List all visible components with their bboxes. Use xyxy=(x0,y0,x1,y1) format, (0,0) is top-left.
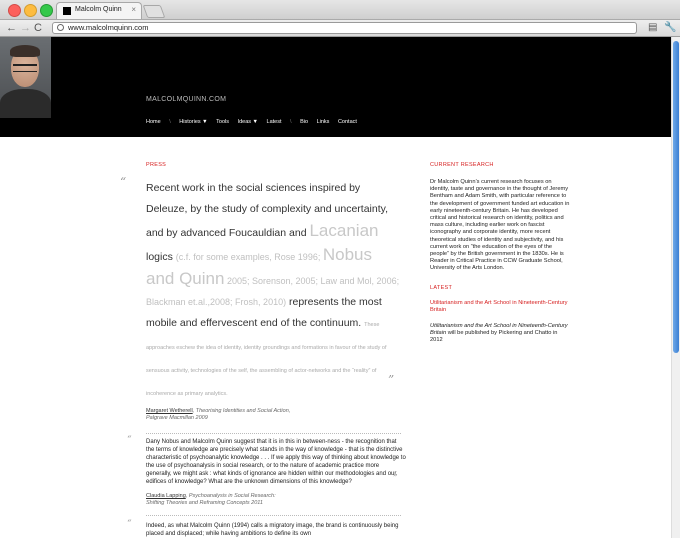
browser-tab[interactable] xyxy=(56,2,142,19)
close-quote-icon: ” xyxy=(393,474,398,484)
quote-lapping: Dany Nobus and Malcolm Quinn suggest that it is in this in between-ness - the recognition that the terms of knowledge are precisely what stands in the way of knowledge - that is the distinctive characteristic of psychoanalytic knowledge . . . If we apply this way of thinking about knowledge to the use of psychoanalysis in social research, or to the nature of academic practice more generally, we might ask : what kinds of ignorance are hidden within our methodologies and our edifices of knowledge? What are the unknown dimensions of this knowledge? xyxy=(146,439,406,485)
nav-contact[interactable]: Contact xyxy=(337,119,357,125)
latest-book-link[interactable]: Utilitarianism and the Art School in Nineteenth-Century Britain xyxy=(430,300,568,314)
latest-heading: LATEST xyxy=(430,285,453,291)
nav-ideas[interactable]: Ideas ▼ xyxy=(237,119,258,125)
nav-tools[interactable]: Tools xyxy=(216,119,230,125)
citation-lapping: Claudia Lapping, Psychoanalysis in Social Research: Shifting Theories and Reframing Concepts 2011 xyxy=(146,493,276,506)
globe-icon xyxy=(57,24,64,31)
divider xyxy=(146,433,401,434)
nav-home[interactable]: Home xyxy=(146,119,161,125)
current-research-heading: CURRENT RESEARCH xyxy=(430,162,494,168)
page-menu-icon[interactable]: ▤ xyxy=(648,22,658,33)
url-text[interactable]: www.malcolmquinn.com xyxy=(68,23,149,32)
new-tab-button[interactable] xyxy=(143,5,166,18)
site-name-link[interactable]: MALCOLMQUINN.COM xyxy=(146,96,227,103)
open-quote-icon: “ xyxy=(127,519,132,529)
address-bar[interactable] xyxy=(52,22,637,34)
site-header xyxy=(0,37,671,137)
open-quote-icon: “ xyxy=(127,435,132,445)
quote-brand: Indeed, as what Malcolm Quinn (1994) calls a migratory image, the brand is continuously being placed and displaced; while having ambitions to define its own xyxy=(146,523,399,537)
nav-separator: \ xyxy=(290,119,292,125)
reload-icon[interactable]: C xyxy=(34,22,42,34)
tab-close-icon[interactable]: × xyxy=(131,5,136,14)
author-photo xyxy=(0,37,51,118)
scrollbar-thumb[interactable] xyxy=(673,41,679,353)
forward-arrow-icon[interactable]: → xyxy=(20,22,31,34)
minimize-window-button[interactable] xyxy=(24,4,37,17)
zoom-window-button[interactable] xyxy=(40,4,53,17)
divider xyxy=(146,515,401,516)
vertical-scrollbar[interactable] xyxy=(671,37,680,538)
main-content xyxy=(0,137,671,538)
press-heading: PRESS xyxy=(146,162,167,168)
featured-quote: Recent work in the social sciences inspired by Deleuze, by the study of complexity and uncertainty, and by advanced Foucauldian and Lacanian logics (c.f. for some examples, Rose 1996; Nobus and Quinn 2005; Sorenson, 2005; Law and Mol, 2006; Blackman et.al.,2008; Frosh, 2010) represents the most mobile and effervescent end of the continuum. These approaches eschew the idea of identity, identity groundings and formations in favour of the study of sensuous activity, technologies of the self, the assembling of actor-networks and the “reality” of incoherence as primary analytics. xyxy=(146,182,400,397)
browser-toolbar xyxy=(0,20,680,37)
tab-title: Malcolm Quinn xyxy=(75,6,122,13)
nav-links[interactable]: Links xyxy=(316,119,330,125)
nav-histories[interactable]: Histories ▼ xyxy=(179,119,208,125)
open-quote-icon: “ xyxy=(120,175,127,189)
window-titlebar xyxy=(0,0,680,20)
close-quote-icon: ” xyxy=(388,373,395,387)
latest-book-text: Utilitarianism and the Art School in Nineteenth-Century Britain will be published by Pickering and Chatto in 2012 xyxy=(430,323,568,344)
wrench-icon[interactable]: 🔧 xyxy=(664,22,677,33)
nav-bio[interactable]: Bio xyxy=(300,119,309,125)
favicon-icon xyxy=(63,7,71,15)
current-research-text: Dr Malcolm Quinn’s current research focuses on identity, taste and governance in the thought of Jeremy Bentham and Adam Smith, with particular reference to the development of government funded art education in early nineteenth-century Britain. He has developed critical and historical research on identity, politics and mass culture, including earlier work on fascist iconography and corporate identity, more recent theoretical studies of identity and subjectivity, and his current work on “the education of the eyes of the people” by the British government in the 1830s. He is Reader in Critical Practice in CCW Graduate School, University of the Arts London. xyxy=(430,179,570,272)
close-window-button[interactable] xyxy=(8,4,21,17)
back-arrow-icon[interactable]: ← xyxy=(6,22,17,34)
citation-wetherell: Margaret Wetherell, Theorising Identities and Social Action, Palgrave Macmillan 2009 xyxy=(146,408,291,421)
nav-latest[interactable]: Latest xyxy=(266,119,282,125)
nav-separator: \ xyxy=(169,119,171,125)
main-nav xyxy=(146,119,364,125)
